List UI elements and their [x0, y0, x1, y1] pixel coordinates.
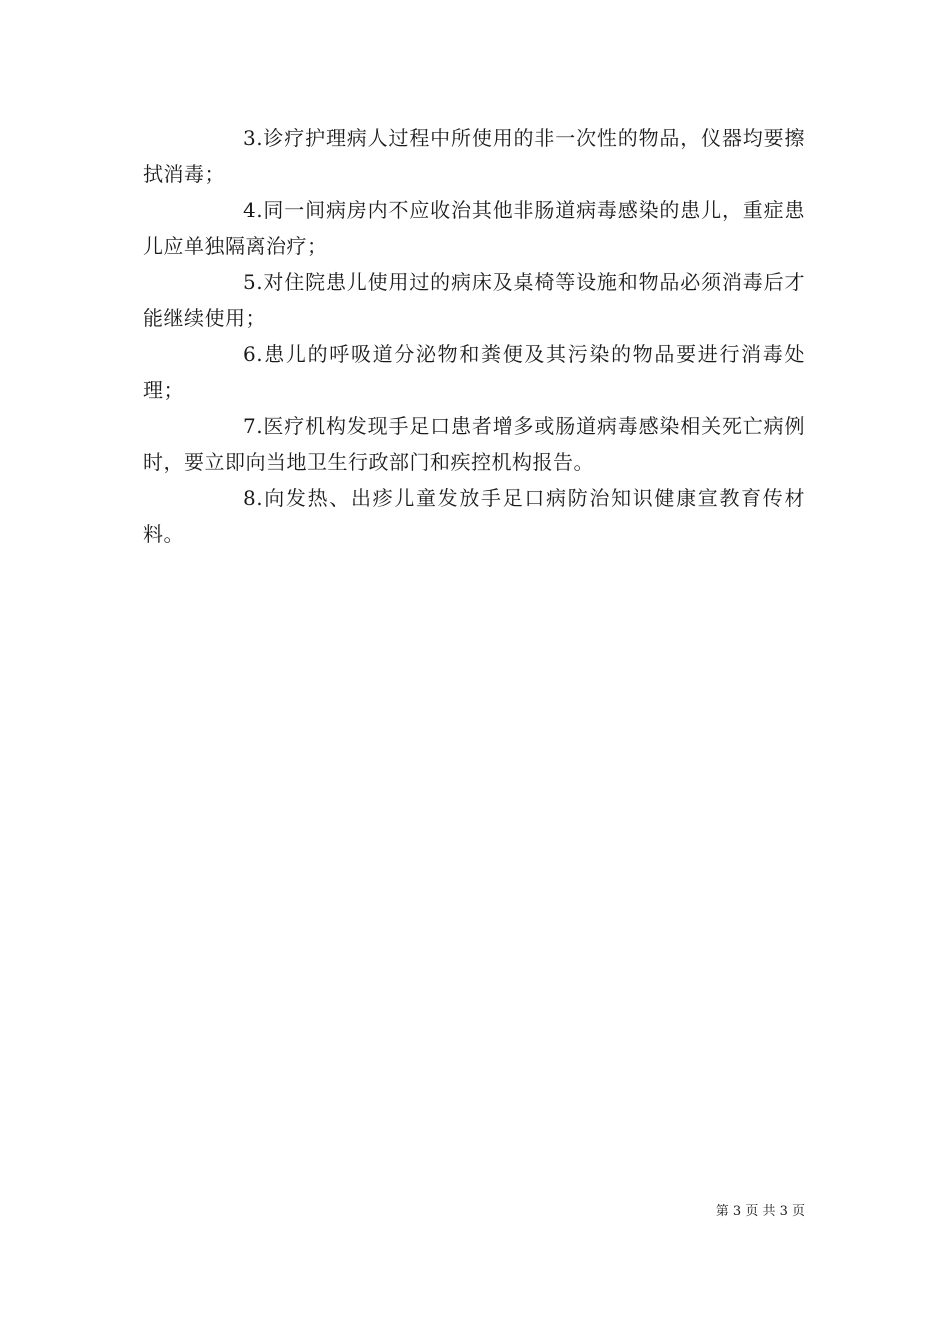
- paragraph-item-8: 8.向发热、出疹儿童发放手足口病防治知识健康宣教育传材料。: [143, 486, 805, 546]
- paragraph-item-3: 3.诊疗护理病人过程中所使用的非一次性的物品，仪器均要擦拭消毒；: [143, 126, 805, 186]
- document-body: [143, 120, 805, 552]
- paragraph-item-7: 7.医疗机构发现手足口患者增多或肠道病毒感染相关死亡病例时，要立即向当地卫生行政部门和疾控机构报告。: [143, 414, 805, 474]
- page-number-footer: 第 3 页 共 3 页: [715, 1204, 805, 1219]
- paragraph-item-5: 5.对住院患儿使用过的病床及桌椅等设施和物品必须消毒后才能继续使用；: [143, 270, 805, 330]
- paragraph-item-6: 6.患儿的呼吸道分泌物和粪便及其污染的物品要进行消毒处理；: [143, 342, 805, 402]
- paragraph-item-4: 4.同一间病房内不应收治其他非肠道病毒感染的患儿，重症患儿应单独隔离治疗；: [143, 198, 805, 258]
